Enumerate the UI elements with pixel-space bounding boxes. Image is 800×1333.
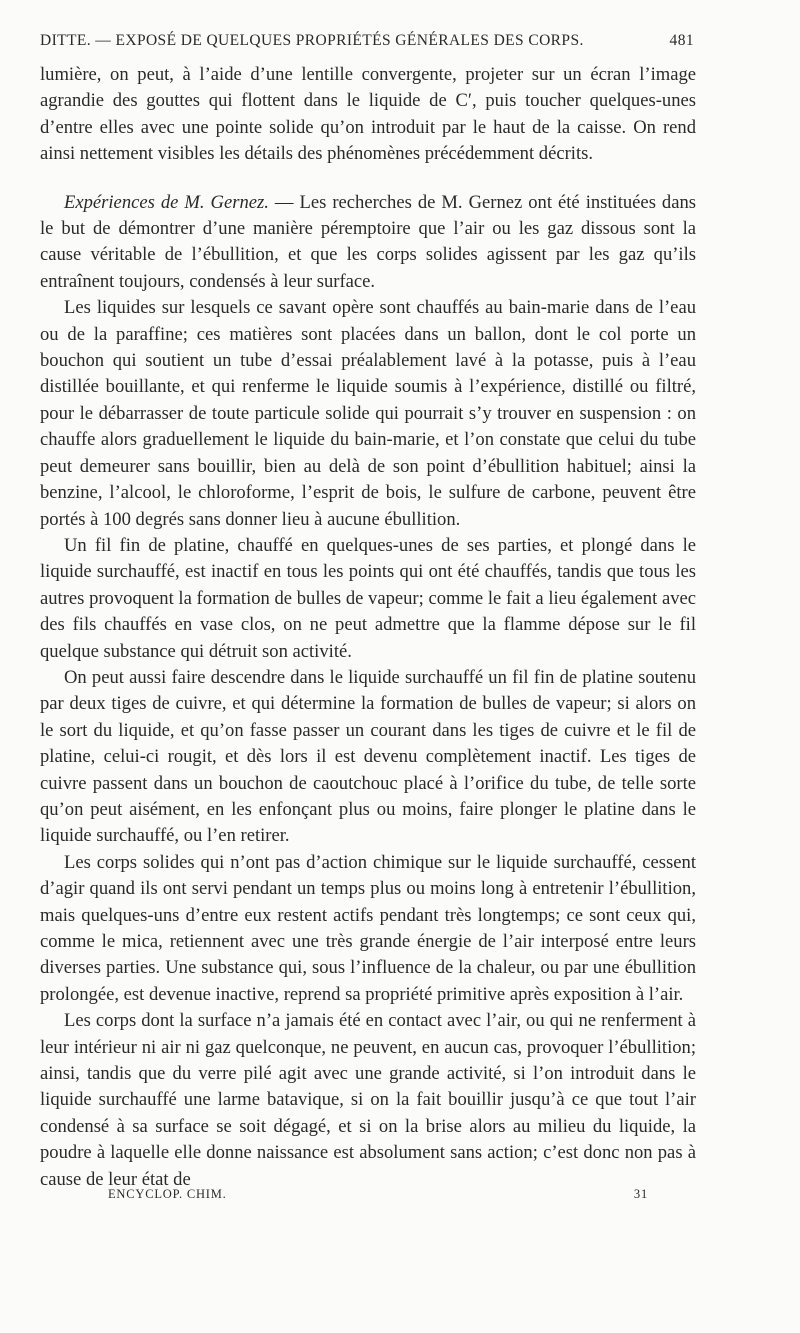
section-heading-dash: —: [268, 191, 300, 213]
section-paragraph: [40, 190, 696, 296]
paragraph: lumière, on peut, à l’aide d’une lentille convergente, projeter sur un écran l’image agrandie des gouttes qui flottent dans le liquide de C′, puis toucher quelques-unes d’entre elles avec une pointe solide qu’on introduit par le haut de la caisse. On rend ainsi nettement visibles les détails des phénomènes précédemment décrits.: [40, 64, 696, 165]
paragraph: Les corps dont la surface n’a jamais été en contact avec l’air, ou qui ne renferment à leur intérieur ni air ni gaz quelconque, ne peuvent, en aucun cas, provoquer l’ébullition; ainsi, tandis que du verre pilé agit avec une grande activité, si l’on introduit dans le liquide surchauffé une larme batavique, si on la fait bouillir jusqu’à ce que tout l’air condensé à sa surface se soit dégagé, et si on la brise alors au milieu du liquide, la poudre à laquelle elle donne naissance est absolument sans action; c’est donc non pas à cause de leur état de: [40, 1010, 696, 1190]
running-header: [40, 32, 694, 50]
paragraph: Les liquides sur lesquels ce savant opère sont chauffés au bain-marie dans de l’eau ou de la paraffine; ces matières sont placées dans un ballon, dont le col porte un bouchon qui soutient un tube d’essai préalablement lavé à la potasse, puis à l’eau distillée bouillante, et qui renferme le liquide soumis à l’expérience, distillé ou filtré, pour le débarrasser de toute particule solide qui pourrait s’y trouver en suspension : on chauffe alors graduellement le liquide du bain-marie, et l’on constate que celui du tube peut demeurer sans bouillir, bien au delà de son point d’ébullition habituel; ainsi la benzine, l’alcool, le chloroforme, l’esprit de bois, le sulfure de carbone, peuvent être portés à 100 degrés sans donner lieu à aucune ébullition.: [40, 297, 696, 530]
paragraph: Les corps solides qui n’ont pas d’action chimique sur le liquide surchauffé, cessent d’agir quand ils ont servi pendant un temps plus ou moins long à entretenir l’ébullition, mais quelques-uns d’entre eux restent actifs pendant très longtemps; ce sont ceux qui, comme le mica, retiennent avec une très grande énergie de l’air interposé entre leurs diverses parties. Une substance qui, sous l’influence de la chaleur, ou par une ébullition prolongée, est devenue inactive, reprend sa propriété primitive après exposition à l’air.: [40, 851, 696, 1005]
page-footer: [108, 1187, 648, 1202]
footer-signature: ENCYCLOP. CHIM.: [108, 1187, 227, 1201]
paragraph: Un fil fin de platine, chauffé en quelques-unes de ses parties, et plongé dans le liquide surchauffé, est inactif en tous les points qui ont été chauffés, tandis que tous les autres provoquent la formation de bulles de vapeur; comme le fait a lieu également avec des fils chauffés en vase clos, on ne peut admettre que la flamme dépose sur le fil quelque substance qui détruit son activité.: [40, 534, 696, 662]
footer-sheet-number: 31: [633, 1187, 648, 1201]
running-title: DITTE. — EXPOSÉ DE QUELQUES PROPRIÉTÉS GÉNÉRALES DES CORPS.: [40, 32, 584, 49]
body-text: [40, 62, 696, 1193]
page-number: 481: [669, 32, 694, 49]
section-heading: Expériences de M. Gernez.: [64, 191, 269, 213]
paragraph-text: Les recherches de M. Gernez ont été instituées dans le but de démontrer d’une manière péremptoire que l’air ou les gaz dissous sont la cause véritable de l’ébullition, et que les corps solides agissent par les gaz qu’ils entraînent toujours, condensés à leur surface.: [40, 191, 697, 292]
paragraph: On peut aussi faire descendre dans le liquide surchauffé un fil fin de platine soutenu par deux tiges de cuivre, et qui détermine la formation de bulles de vapeur; si alors on le sort du liquide, et qu’on fasse passer un courant dans les tiges de cuivre et le fil de platine, celui-ci rougit, et dès lors il est devenu complètement inactif. Les tiges de cuivre passent dans un bouchon de caoutchouc placé à l’orifice du tube, de telle sorte qu’on peut aisément, en les enfonçant plus ou moins, faire plonger le platine dans le liquide surchauffé, ou l’en retirer.: [40, 666, 696, 847]
